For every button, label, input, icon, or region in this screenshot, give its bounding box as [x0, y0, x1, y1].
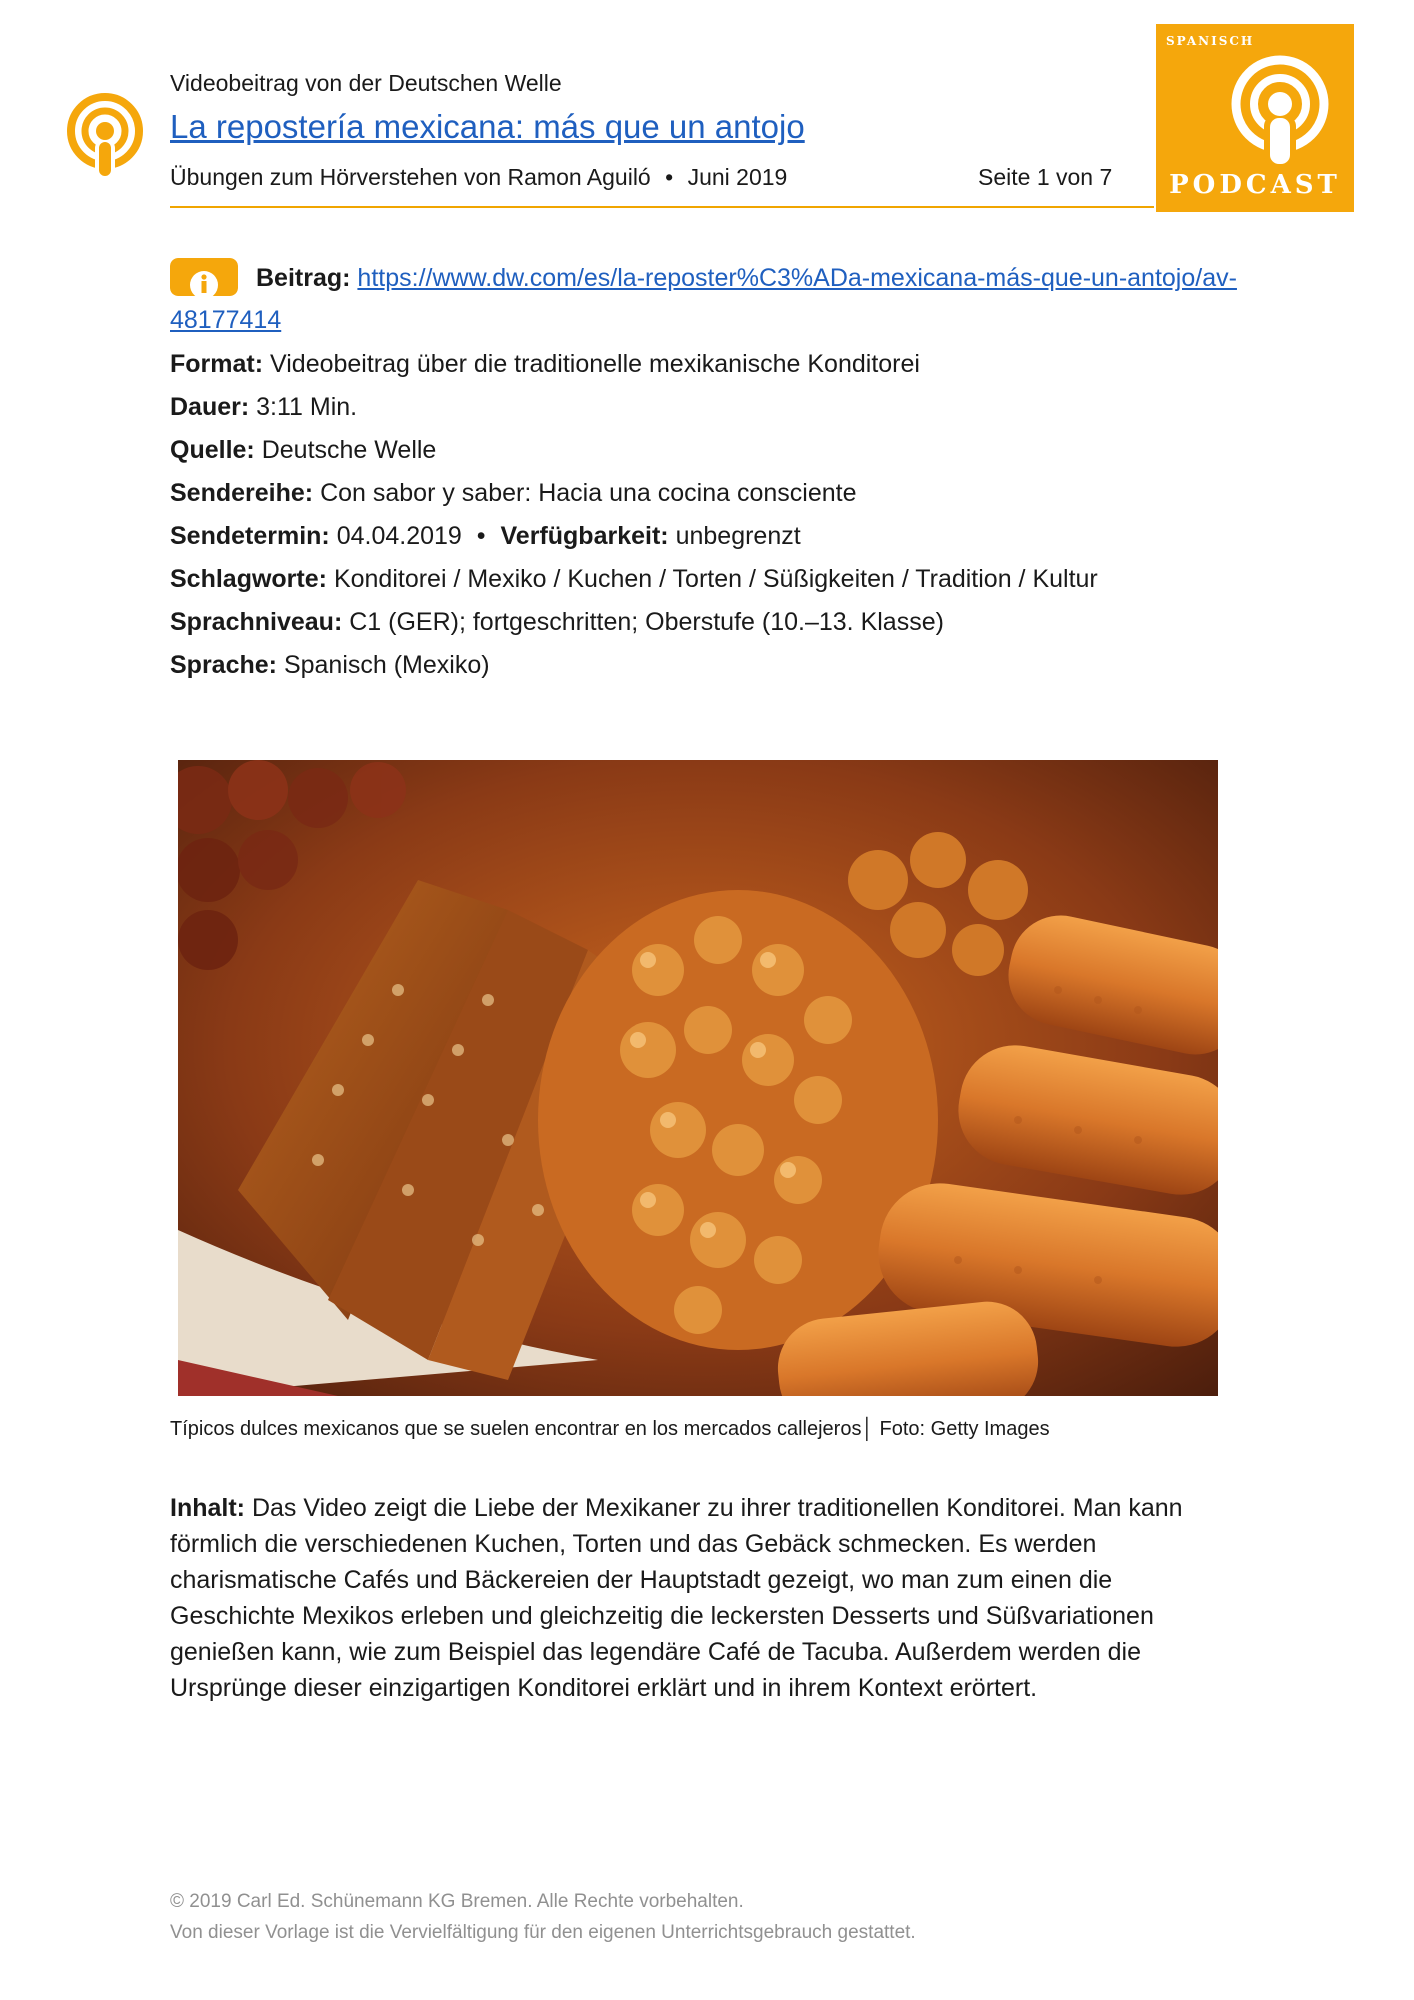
verfuegbarkeit-value: unbegrenzt: [675, 522, 801, 550]
format-label: Format:: [170, 350, 264, 378]
author-line: Übungen zum Hörverstehen von Ramon Aguiló: [170, 164, 651, 190]
quelle-label: Quelle:: [170, 436, 255, 464]
info-icon: [170, 258, 238, 296]
badge-language: SPANISCH: [1166, 34, 1255, 48]
beitrag-row: [256, 264, 1237, 293]
schlagworte-row: [170, 565, 1098, 594]
header-divider: [170, 206, 1154, 208]
beitrag-link[interactable]: https://www.dw.com/es/la-reposter%C3%ADa-mexicana-más-que-un-antojo/av-: [357, 264, 1237, 292]
summary-line: Geschichte Mexikos erleben und gleichzeitig die leckersten Desserts und Süßvariationen: [170, 1602, 1154, 1630]
summary-line: Ursprünge dieser einzigartigen Konditorei erklärt und in ihrem Kontext erörtert.: [170, 1674, 1038, 1702]
summary-line: förmlich die verschiedenen Kuchen, Torten und das Gebäck schmecken. Es werden: [170, 1530, 1097, 1558]
quelle-row: [170, 436, 436, 465]
quelle-value: Deutsche Welle: [261, 436, 437, 464]
sendereihe-row: [170, 479, 856, 508]
beitrag-link-part2[interactable]: 48177414: [170, 306, 282, 334]
schlagworte-value: Konditorei / Mexiko / Kuchen / Torten / Süßigkeiten / Tradition / Kultur: [333, 565, 1098, 593]
format-value: Videobeitrag über die traditionelle mexikanische Konditorei: [270, 350, 920, 378]
summary-line: genießen kann, wie zum Beispiel das legendäre Café de Tacuba. Außerdem werden die: [170, 1638, 1141, 1666]
podcast-icon: [66, 92, 144, 178]
header-source: Videobeitrag von der Deutschen Welle: [170, 70, 562, 96]
content-summary: [170, 1490, 1260, 1706]
beitrag-link-continuation: [170, 306, 281, 335]
sendetermin-label: Sendetermin:: [170, 522, 330, 550]
sprache-value: Spanisch (Mexiko): [283, 651, 490, 679]
podcast-icon: [1220, 54, 1340, 166]
page-number: Seite 1 von 7: [978, 164, 1113, 190]
dauer-value: 3:11 Min.: [256, 393, 358, 421]
sprachniveau-row: [170, 608, 944, 637]
sprachniveau-label: Sprachniveau:: [170, 608, 343, 636]
dauer-label: Dauer:: [170, 393, 250, 421]
dauer-row: [170, 393, 357, 422]
sprache-label: Sprache:: [170, 651, 277, 679]
summary-line: [170, 1490, 1260, 1526]
schlagworte-label: Schlagworte:: [170, 565, 327, 593]
summary-text: Das Video zeigt die Liebe der Mexikaner zu ihrer traditionellen Konditorei. Man kann: [245, 1494, 1183, 1522]
separator: •: [665, 164, 674, 190]
beitrag-label: Beitrag:: [256, 264, 351, 292]
sendereihe-label: Sendereihe:: [170, 479, 314, 507]
spanisch-podcast-badge: [1156, 24, 1354, 212]
sprache-row: [170, 651, 490, 680]
verfuegbarkeit-label: Verfügbarkeit:: [500, 522, 669, 550]
sprachniveau-value: C1 (GER); fortgeschritten; Oberstufe (10.–13. Klasse): [349, 608, 944, 636]
mexican-sweets-photo: [178, 760, 1218, 1396]
usage-note: Von dieser Vorlage ist die Vervielfältigung für den eigenen Unterrichtsgebrauch gestattet.: [170, 1922, 916, 1943]
sendetermin-row: [170, 522, 801, 551]
header-subtitle: [170, 164, 787, 191]
copyright-notice: © 2019 Carl Ed. Schünemann KG Bremen. Alle Rechte vorbehalten.: [170, 1891, 744, 1912]
separator: •: [476, 522, 486, 550]
sendetermin-value: 04.04.2019: [336, 522, 462, 550]
inhalt-label: Inhalt:: [170, 1494, 245, 1522]
summary-line: charismatische Cafés und Bäckereien der Hauptstadt gezeigt, wo man zum einen die: [170, 1566, 1113, 1594]
sendereihe-value: Con sabor y saber: Hacia una cocina consciente: [320, 479, 857, 507]
format-row: [170, 350, 920, 379]
badge-title: PODCAST: [1169, 170, 1341, 200]
photo-caption: Típicos dulces mexicanos que se suelen encontrar en los mercados callejeros│ Foto: Getty Images: [170, 1418, 1050, 1440]
header-date: Juni 2019: [687, 164, 788, 190]
document-title-link[interactable]: La repostería mexicana: más que un antojo: [170, 108, 805, 145]
